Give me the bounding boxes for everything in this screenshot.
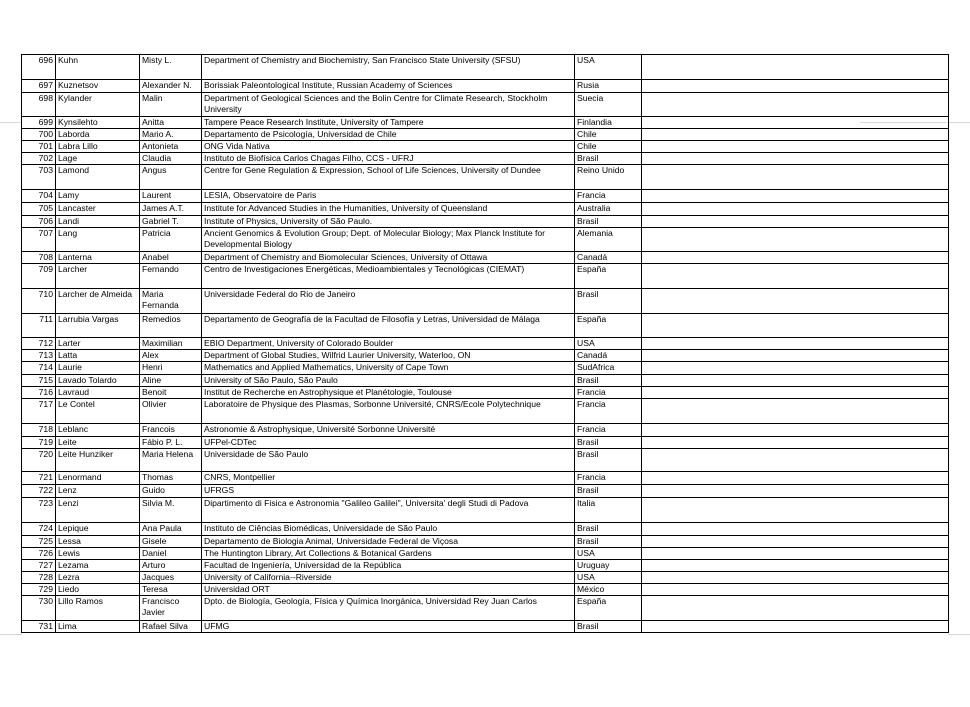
row-number: 712 — [22, 338, 56, 350]
country-cell: Rusia — [575, 80, 642, 93]
institution-cell: UFPel-CDTec — [202, 437, 575, 449]
first-name-cell: Ana Paula — [140, 523, 202, 536]
first-name-cell: Fernando — [140, 264, 202, 289]
institution-cell: Tampere Peace Research Institute, University of Tampere — [202, 117, 575, 129]
table-row — [22, 252, 949, 264]
first-name-cell: Anabel — [140, 252, 202, 264]
country-cell: Brasil — [575, 485, 642, 498]
surname-cell: Lessa — [56, 536, 140, 548]
blank-cell — [642, 228, 949, 252]
country-cell: Brasil — [575, 523, 642, 536]
first-name-cell: Mario A. — [140, 129, 202, 141]
country-cell: Chile — [575, 141, 642, 153]
institution-cell: CNRS, Montpellier — [202, 472, 575, 485]
table-row — [22, 621, 949, 633]
institution-cell: Departamento de Psicología, Universidad de Chile — [202, 129, 575, 141]
surname-cell: Lewis — [56, 548, 140, 560]
institution-cell: University of São Paulo, São Paulo — [202, 375, 575, 387]
first-name-cell: Antonieta — [140, 141, 202, 153]
row-number: 699 — [22, 117, 56, 129]
institution-cell: Institute of Physics, University of São Paulo. — [202, 216, 575, 228]
table-row — [22, 350, 949, 362]
country-cell: Brasil — [575, 621, 642, 633]
table-row — [22, 572, 949, 584]
country-cell: España — [575, 264, 642, 289]
blank-cell — [642, 203, 949, 216]
surname-cell: Lancaster — [56, 203, 140, 216]
first-name-cell: Laurent — [140, 190, 202, 203]
first-name-cell: Fábio P. L. — [140, 437, 202, 449]
surname-cell: Larcher de Almeida — [56, 289, 140, 314]
first-name-cell: Claudia — [140, 153, 202, 165]
blank-cell — [642, 621, 949, 633]
first-name-cell: Patricia — [140, 228, 202, 252]
blank-cell — [642, 190, 949, 203]
institution-cell: UFRGS — [202, 485, 575, 498]
institution-cell: University of California--Riverside — [202, 572, 575, 584]
row-number: 725 — [22, 536, 56, 548]
surname-cell: Lang — [56, 228, 140, 252]
table-row — [22, 523, 949, 536]
country-cell: Brasil — [575, 536, 642, 548]
row-number: 710 — [22, 289, 56, 314]
row-number: 720 — [22, 449, 56, 472]
institution-cell: Universidade de São Paulo — [202, 449, 575, 472]
row-number: 726 — [22, 548, 56, 560]
page-rule-bottom-right — [948, 634, 970, 635]
table-row — [22, 584, 949, 596]
table-row — [22, 596, 949, 621]
row-number: 724 — [22, 523, 56, 536]
institution-cell: Dpto. de Biología, Geología, Física y Química Inorgánica, Universidad Rey Juan Carlos — [202, 596, 575, 621]
table-row — [22, 289, 949, 314]
country-cell: México — [575, 584, 642, 596]
country-cell: Brasil — [575, 449, 642, 472]
institution-cell: Department of Global Studies, Wilfrid Laurier University, Waterloo, ON — [202, 350, 575, 362]
table-row — [22, 165, 949, 190]
institution-cell: EBIO Department, University of Colorado Boulder — [202, 338, 575, 350]
surname-cell: Larrubia Vargas — [56, 314, 140, 338]
country-cell: USA — [575, 55, 642, 80]
row-number: 696 — [22, 55, 56, 80]
first-name-cell: Guido — [140, 485, 202, 498]
table-row — [22, 485, 949, 498]
blank-cell — [642, 536, 949, 548]
institution-cell: Department of Chemistry and Biochemistry, San Francisco State University (SFSU) — [202, 55, 575, 80]
first-name-cell: Henri — [140, 362, 202, 375]
first-name-cell: Rafael Silva — [140, 621, 202, 633]
first-name-cell: Silvia M. — [140, 498, 202, 523]
row-number: 702 — [22, 153, 56, 165]
row-number: 715 — [22, 375, 56, 387]
institution-cell: The Huntington Library, Art Collections & Botanical Gardens — [202, 548, 575, 560]
country-cell: Brasil — [575, 289, 642, 314]
table-row — [22, 375, 949, 387]
blank-cell — [642, 437, 949, 449]
surname-cell: Landi — [56, 216, 140, 228]
institution-cell: Facultad de Ingeniería, Universidad de la República — [202, 560, 575, 572]
first-name-cell: Remedios — [140, 314, 202, 338]
blank-cell — [642, 80, 949, 93]
table-row — [22, 472, 949, 485]
first-name-cell: Angus — [140, 165, 202, 190]
page-rule-top-left — [0, 122, 22, 123]
table-row — [22, 449, 949, 472]
country-cell: Brasil — [575, 437, 642, 449]
surname-cell: Larcher — [56, 264, 140, 289]
country-cell: Australia — [575, 203, 642, 216]
first-name-cell: Alex — [140, 350, 202, 362]
blank-cell — [642, 129, 949, 141]
table-row — [22, 141, 949, 153]
institution-cell: ONG Vida Nativa — [202, 141, 575, 153]
surname-cell: Lepique — [56, 523, 140, 536]
blank-cell — [642, 472, 949, 485]
row-number: 731 — [22, 621, 56, 633]
institution-cell: LESIA, Observatoire de Paris — [202, 190, 575, 203]
surname-cell: Latta — [56, 350, 140, 362]
blank-cell — [642, 93, 949, 117]
blank-cell — [642, 338, 949, 350]
surname-cell: Leite Hunziker — [56, 449, 140, 472]
blank-cell — [642, 252, 949, 264]
row-number: 723 — [22, 498, 56, 523]
row-number: 701 — [22, 141, 56, 153]
blank-cell — [642, 55, 949, 80]
blank-cell — [642, 572, 949, 584]
surname-cell: Lenzi — [56, 498, 140, 523]
first-name-cell: Misty L. — [140, 55, 202, 80]
first-name-cell: Alexander N. — [140, 80, 202, 93]
country-cell: España — [575, 314, 642, 338]
institution-cell: Ancient Genomics & Evolution Group; Dept. of Molecular Biology; Max Planck Institute for Developmental Biology — [202, 228, 575, 252]
first-name-cell: Francois — [140, 424, 202, 437]
first-name-cell: Gisele — [140, 536, 202, 548]
blank-cell — [642, 449, 949, 472]
institution-cell: UFMG — [202, 621, 575, 633]
country-cell: Francia — [575, 424, 642, 437]
institution-cell: Universidad ORT — [202, 584, 575, 596]
row-number: 713 — [22, 350, 56, 362]
blank-cell — [642, 424, 949, 437]
table-row — [22, 338, 949, 350]
row-number: 728 — [22, 572, 56, 584]
surname-cell: Lage — [56, 153, 140, 165]
country-cell: Chile — [575, 129, 642, 141]
first-name-cell: Maria Fernanda — [140, 289, 202, 314]
surname-cell: Lezra — [56, 572, 140, 584]
table-row — [22, 560, 949, 572]
row-number: 697 — [22, 80, 56, 93]
country-cell: Francia — [575, 472, 642, 485]
country-cell: Canadá — [575, 252, 642, 264]
table-row — [22, 362, 949, 375]
blank-cell — [642, 362, 949, 375]
institution-cell: Universidade Federal do Rio de Janeiro — [202, 289, 575, 314]
surname-cell: Lenz — [56, 485, 140, 498]
table-row — [22, 129, 949, 141]
row-number: 716 — [22, 387, 56, 399]
row-number: 719 — [22, 437, 56, 449]
institution-cell: Laboratoire de Physique des Plasmas, Sorbonne Université, CNRS/Ecole Polytechnique — [202, 399, 575, 424]
table-row — [22, 153, 949, 165]
institution-cell: Institute for Advanced Studies in the Humanities, University of Queensland — [202, 203, 575, 216]
country-cell: USA — [575, 572, 642, 584]
first-name-cell: Maximilian — [140, 338, 202, 350]
first-name-cell: Gabriel T. — [140, 216, 202, 228]
table-row — [22, 314, 949, 338]
row-number: 705 — [22, 203, 56, 216]
surname-cell: Kynsilehto — [56, 117, 140, 129]
institution-cell: Institut de Recherche en Astrophysique et Planétologie, Toulouse — [202, 387, 575, 399]
surname-cell: Lamy — [56, 190, 140, 203]
blank-cell — [642, 560, 949, 572]
country-cell: Brasil — [575, 216, 642, 228]
table-row — [22, 203, 949, 216]
institution-cell: Centre for Gene Regulation & Expression, School of Life Sciences, University of Dundee — [202, 165, 575, 190]
row-number: 729 — [22, 584, 56, 596]
institution-cell: Centro de Investigaciones Energéticas, Medioambientales y Tecnológicas (CIEMAT) — [202, 264, 575, 289]
first-name-cell: Teresa — [140, 584, 202, 596]
row-number: 711 — [22, 314, 56, 338]
blank-cell — [642, 165, 949, 190]
first-name-cell: Anitta — [140, 117, 202, 129]
country-cell: Suecia — [575, 93, 642, 117]
row-number: 706 — [22, 216, 56, 228]
row-number: 703 — [22, 165, 56, 190]
surname-cell: Liedo — [56, 584, 140, 596]
row-number: 714 — [22, 362, 56, 375]
country-cell: Francia — [575, 387, 642, 399]
blank-cell — [642, 387, 949, 399]
first-name-cell: Arturo — [140, 560, 202, 572]
blank-cell — [642, 153, 949, 165]
blank-cell — [642, 523, 949, 536]
blank-cell — [642, 485, 949, 498]
blank-cell — [642, 596, 949, 621]
first-name-cell: James A.T. — [140, 203, 202, 216]
table-row — [22, 399, 949, 424]
table-row — [22, 216, 949, 228]
blank-cell — [642, 584, 949, 596]
first-name-cell: Daniel — [140, 548, 202, 560]
country-cell: Uruguay — [575, 560, 642, 572]
row-number: 709 — [22, 264, 56, 289]
row-number: 722 — [22, 485, 56, 498]
institution-cell: Dipartimento di Fisica e Astronomia "Galileo Galilei", Universita' degli Studi di Padova — [202, 498, 575, 523]
surname-cell: Lamond — [56, 165, 140, 190]
row-number: 730 — [22, 596, 56, 621]
table-row — [22, 228, 949, 252]
country-cell: Francia — [575, 190, 642, 203]
first-name-cell: Aline — [140, 375, 202, 387]
table-row — [22, 117, 949, 129]
blank-cell — [642, 314, 949, 338]
surname-cell: Leite — [56, 437, 140, 449]
table-row — [22, 80, 949, 93]
institution-cell: Astronomie & Astrophysique, Université Sorbonne Université — [202, 424, 575, 437]
row-number: 721 — [22, 472, 56, 485]
page-rule-bottom-left — [0, 634, 22, 635]
blank-cell — [642, 399, 949, 424]
country-cell: Finlandia — [575, 117, 642, 129]
signatories-table-body — [22, 55, 949, 633]
blank-cell — [642, 216, 949, 228]
surname-cell: Lavraud — [56, 387, 140, 399]
institution-cell: Instituto de Biofísica Carlos Chagas Filho, CCS - UFRJ — [202, 153, 575, 165]
institution-cell: Department of Chemistry and Biomolecular Sciences, University of Ottawa — [202, 252, 575, 264]
surname-cell: Larter — [56, 338, 140, 350]
country-cell: Canadá — [575, 350, 642, 362]
surname-cell: Lavado Tolardo — [56, 375, 140, 387]
table-row — [22, 437, 949, 449]
row-number: 708 — [22, 252, 56, 264]
surname-cell: Kuznetsov — [56, 80, 140, 93]
blank-cell — [642, 264, 949, 289]
first-name-cell: Jacques — [140, 572, 202, 584]
country-cell: Francia — [575, 399, 642, 424]
table-row — [22, 536, 949, 548]
surname-cell: Laurie — [56, 362, 140, 375]
country-cell: Brasil — [575, 153, 642, 165]
institution-cell: Instituto de Ciências Biomédicas, Universidade de São Paulo — [202, 523, 575, 536]
first-name-cell: Thomas — [140, 472, 202, 485]
table-row — [22, 498, 949, 523]
surname-cell: Lanterna — [56, 252, 140, 264]
row-number: 704 — [22, 190, 56, 203]
surname-cell: Lezama — [56, 560, 140, 572]
blank-cell — [642, 141, 949, 153]
country-cell: USA — [575, 548, 642, 560]
table-row — [22, 55, 949, 80]
surname-cell: Lenormand — [56, 472, 140, 485]
surname-cell: Le Contel — [56, 399, 140, 424]
row-number: 700 — [22, 129, 56, 141]
surname-cell: Lillo Ramos — [56, 596, 140, 621]
country-cell: Reino Unido — [575, 165, 642, 190]
surname-cell: Leblanc — [56, 424, 140, 437]
first-name-cell: Maria Helena — [140, 449, 202, 472]
row-number: 718 — [22, 424, 56, 437]
institution-cell: Department of Geological Sciences and the Bolin Centre for Climate Research, Stockholm University — [202, 93, 575, 117]
blank-cell — [642, 498, 949, 523]
row-number: 707 — [22, 228, 56, 252]
surname-cell: Kylander — [56, 93, 140, 117]
table-row — [22, 264, 949, 289]
country-cell: Italia — [575, 498, 642, 523]
row-number: 717 — [22, 399, 56, 424]
institution-cell: Departamento de Biologia Animal, Universidade Federal de Viçosa — [202, 536, 575, 548]
institution-cell: Departamento de Geografía de la Facultad de Filosofía y Letras, Universidad de Málaga — [202, 314, 575, 338]
institution-cell: Mathematics and Applied Mathematics, University of Cape Town — [202, 362, 575, 375]
table-row — [22, 424, 949, 437]
blank-cell — [642, 350, 949, 362]
table-row — [22, 548, 949, 560]
table-row — [22, 93, 949, 117]
row-number: 727 — [22, 560, 56, 572]
country-cell: España — [575, 596, 642, 621]
table-row — [22, 387, 949, 399]
blank-cell — [642, 375, 949, 387]
country-cell: SudAfrica — [575, 362, 642, 375]
first-name-cell: Malin — [140, 93, 202, 117]
surname-cell: Kuhn — [56, 55, 140, 80]
row-number: 698 — [22, 93, 56, 117]
surname-cell: Labra Lillo — [56, 141, 140, 153]
first-name-cell: Francisco Javier — [140, 596, 202, 621]
country-cell: Brasil — [575, 375, 642, 387]
table-row — [22, 190, 949, 203]
signatories-table — [21, 54, 949, 633]
country-cell: Alemania — [575, 228, 642, 252]
blank-cell — [642, 548, 949, 560]
first-name-cell: Benoit — [140, 387, 202, 399]
surname-cell: Laborda — [56, 129, 140, 141]
surname-cell: Lima — [56, 621, 140, 633]
country-cell: USA — [575, 338, 642, 350]
first-name-cell: Olivier — [140, 399, 202, 424]
institution-cell: Borissiak Paleontological Institute, Russian Academy of Sciences — [202, 80, 575, 93]
blank-cell — [642, 117, 949, 129]
blank-cell — [642, 289, 949, 314]
